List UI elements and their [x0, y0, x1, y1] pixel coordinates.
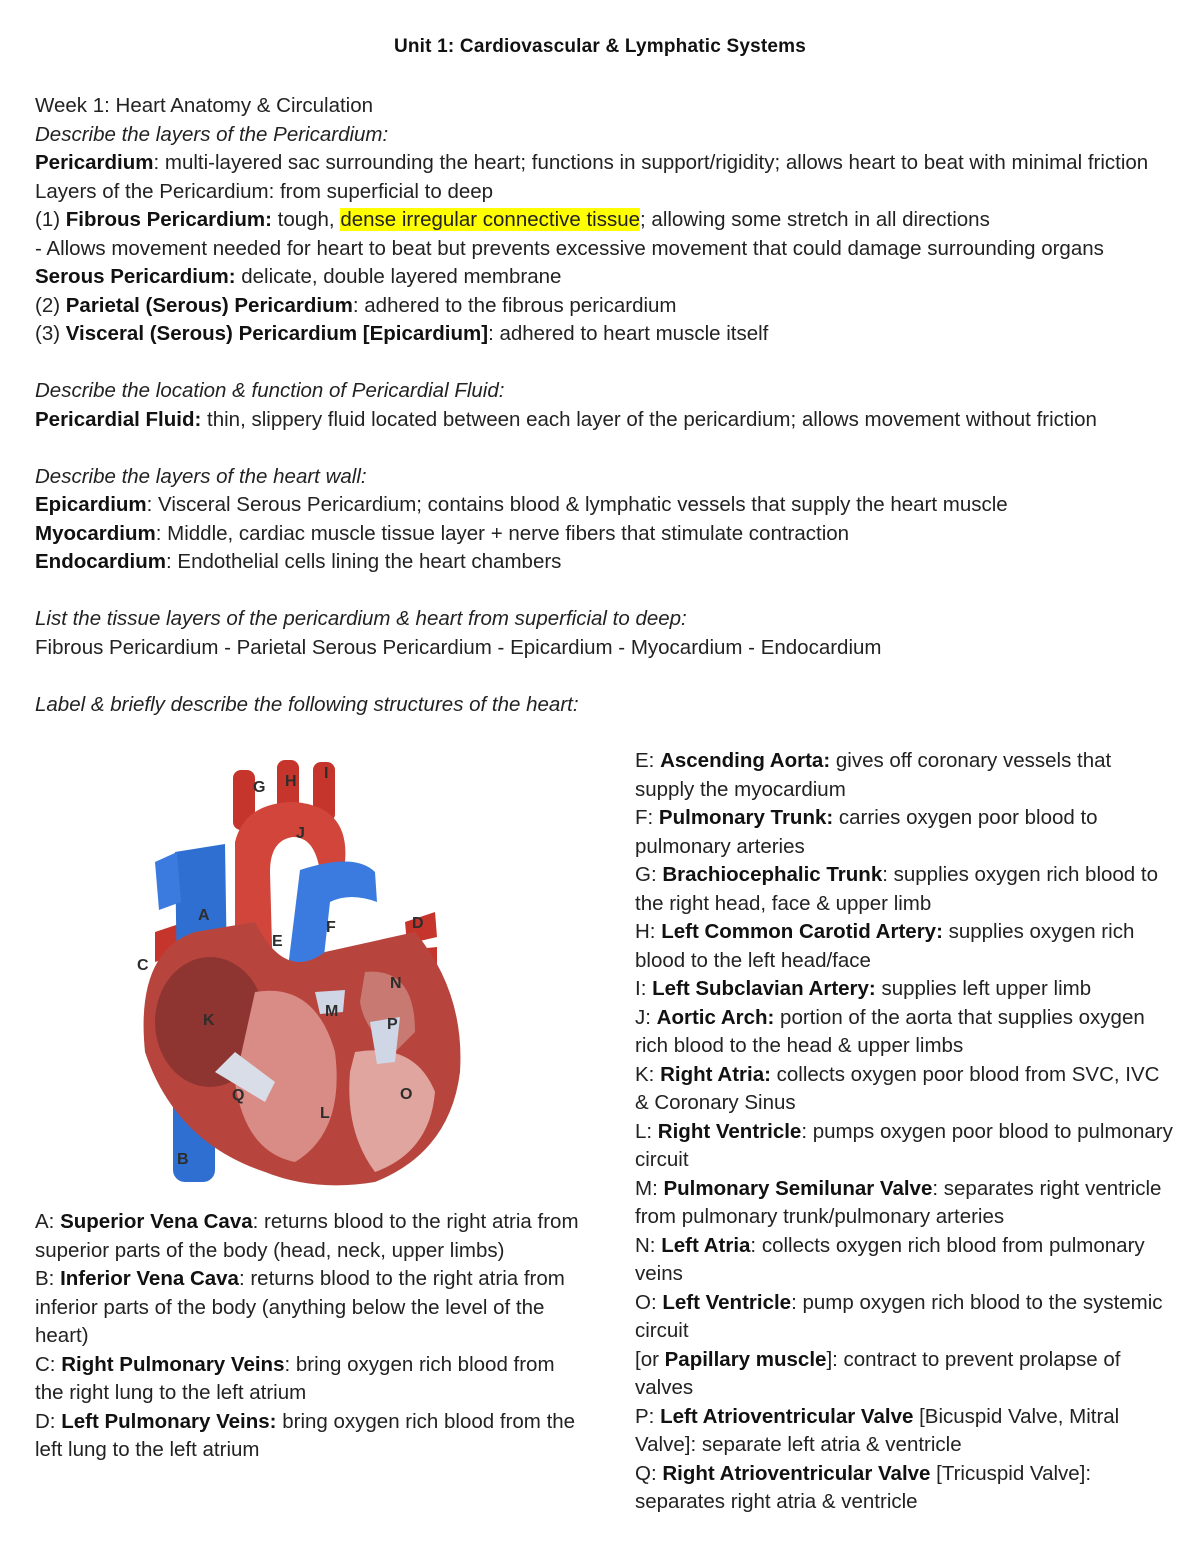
term: Superior Vena Cava — [60, 1210, 253, 1233]
structure-item — [635, 1118, 1175, 1175]
term: Left Atria — [661, 1233, 751, 1257]
term: Inferior Vena Cava — [60, 1267, 239, 1290]
description: portion of the aorta that supplies oxygen rich blood to the head & upper limbs — [635, 1005, 1145, 1057]
description: gives off coronary vessels that supply the myocardium — [635, 749, 1112, 801]
description: collects oxygen poor blood from SVC, IVC & Coronary Sinus — [635, 1062, 1160, 1114]
question-heart-structures: Label & briefly describe the following structures of the heart: — [35, 692, 579, 716]
letter: L: — [635, 1119, 658, 1143]
fibrous-pericardium — [35, 206, 1170, 235]
letter: A: — [35, 1210, 61, 1233]
definition: : adhered to the fibrous pericardium — [352, 293, 677, 317]
term: Right Pulmonary Veins — [61, 1352, 285, 1376]
letter: E: — [635, 749, 661, 772]
structure-item — [35, 1208, 580, 1265]
structures-left-column — [35, 1208, 580, 1465]
term: Papillary muscle — [664, 1347, 827, 1371]
text: ; allowing some stretch in all directions — [640, 208, 990, 231]
question-tissue-layers: List the tissue layers of the pericardium & heart from superficial to deep: — [35, 607, 687, 630]
label-g: G — [253, 779, 266, 796]
label-o: O — [400, 1086, 413, 1103]
term: Left Subclavian Artery: — [652, 977, 876, 1000]
label-p: P — [387, 1016, 398, 1033]
label-q: Q — [232, 1087, 245, 1104]
structure-item — [635, 1004, 1175, 1061]
label-i: I — [324, 765, 329, 782]
pericardial-fluid — [35, 406, 1170, 435]
term: Visceral (Serous) Pericardium [Epicardium] — [65, 322, 489, 345]
structure-item — [35, 1351, 580, 1408]
structure-item — [635, 1175, 1175, 1232]
definition: : Middle, cardiac muscle tissue layer + nerve fibers that stimulate contraction — [155, 521, 850, 545]
description: : separates right ventricle from pulmonary trunk/pulmonary arteries — [635, 1176, 1162, 1228]
number: (1) — [35, 208, 66, 231]
term: Left Common Carotid Artery: — [661, 920, 943, 943]
layers-intro: Layers of the Pericardium: from superficial to deep — [35, 179, 494, 203]
letter: D: — [35, 1409, 62, 1433]
definition: : adhered to heart muscle itself — [488, 322, 769, 345]
question-pericardial-fluid: Describe the location & function of Pericardial Fluid: — [35, 379, 505, 402]
structure-item — [635, 1403, 1175, 1460]
label-d: D — [412, 915, 424, 932]
description: : bring oxygen rich blood from the right lung to the left atrium — [35, 1352, 555, 1404]
definition: thin, slippery fluid located between each layer of the pericardium; allows movement without friction — [201, 407, 1097, 431]
label-n: N — [390, 975, 402, 992]
layer-sequence: Fibrous Pericardium - Parietal Serous Pericardium - Epicardium - Myocardium - Endocardium — [35, 635, 882, 659]
letter: M: — [635, 1176, 664, 1200]
structures-right-column — [635, 747, 1175, 1517]
allows-movement-note: - Allows movement needed for heart to beat but prevents excessive movement that could damage surrounding organs — [35, 236, 1104, 260]
term: Aortic Arch: — [656, 1005, 775, 1029]
term: Ascending Aorta: — [660, 749, 831, 772]
label-l: L — [320, 1105, 330, 1122]
letter: Q: — [635, 1461, 663, 1485]
letter: F: — [635, 806, 659, 829]
number: (2) — [35, 293, 66, 317]
label-c: C — [137, 957, 149, 974]
question-heart-wall: Describe the layers of the heart wall: — [35, 464, 367, 488]
description: [Tricuspid Valve]: separates right atria & ventricle — [635, 1461, 1092, 1513]
term: Fibrous Pericardium: — [65, 208, 272, 231]
serous-pericardium — [35, 263, 1170, 292]
structure-item — [635, 918, 1175, 975]
definition: : multi-layered sac surrounding the heart; functions in support/rigidity; allows heart to beat with minimal friction — [153, 151, 1149, 174]
term: Left Ventricle — [662, 1290, 792, 1314]
description: : collects oxygen rich blood from pulmonary veins — [635, 1233, 1145, 1285]
label-h: H — [285, 773, 297, 790]
description: ]: contract to prevent prolapse of valves — [635, 1347, 1121, 1399]
structure-item — [635, 861, 1175, 918]
label-a: A — [198, 907, 210, 924]
description: [Bicuspid Valve, Mitral Valve]: separate left atria & ventricle — [635, 1404, 1120, 1456]
letter: J: — [635, 1005, 657, 1029]
question-pericardium-layers: Describe the layers of the Pericardium: — [35, 122, 389, 146]
label-e: E — [272, 933, 283, 950]
structure-item — [635, 1289, 1175, 1346]
description: : returns blood to the right atria from inferior parts of the body (anything below the level of the heart) — [35, 1267, 565, 1347]
label-m: M — [325, 1003, 339, 1020]
letter: I: — [635, 977, 653, 1000]
description: : supplies oxygen rich blood to the right head, face & upper limb — [635, 863, 1158, 915]
description: : returns blood to the right atria from superior parts of the body (head, neck, upper limbs) — [35, 1210, 579, 1262]
highlighted-text: dense irregular connective tissue — [340, 208, 641, 231]
description: bring oxygen rich blood from the left lung to the left atrium — [35, 1409, 576, 1461]
pericardium-definition — [35, 149, 1170, 178]
term: Left Pulmonary Veins: — [61, 1409, 277, 1433]
structure-item — [635, 975, 1175, 1004]
structure-item — [35, 1408, 580, 1465]
myocardium — [35, 520, 1170, 549]
structure-item — [635, 1346, 1175, 1403]
visceral-pericardium — [35, 320, 1170, 349]
parietal-pericardium — [35, 292, 1170, 321]
heart-diagram — [115, 752, 495, 1192]
text: tough, — [271, 208, 341, 231]
term: Pericardium — [35, 151, 154, 174]
label-k: K — [203, 1012, 215, 1029]
description: supplies left upper limb — [875, 977, 1092, 1000]
term: Brachiocephalic Trunk — [662, 863, 883, 886]
term: Epicardium — [35, 493, 147, 516]
structure-item — [635, 1232, 1175, 1289]
term: Parietal (Serous) Pericardium — [65, 293, 353, 317]
description: supplies oxygen rich blood to the left head/face — [635, 920, 1135, 972]
description: : pump oxygen rich blood to the systemic circuit — [635, 1290, 1163, 1342]
label-b: B — [177, 1151, 189, 1168]
term: Left Atrioventricular Valve — [660, 1404, 914, 1428]
term: Pericardial Fluid: — [35, 407, 202, 431]
letter: B: — [35, 1267, 61, 1290]
term: Pulmonary Semilunar Valve — [663, 1176, 933, 1200]
term: Right Atrioventricular Valve — [662, 1461, 931, 1485]
letter: K: — [635, 1062, 661, 1086]
letter: [or — [635, 1347, 665, 1371]
term: Right Atria: — [660, 1062, 771, 1086]
term: Right Ventricle — [657, 1119, 802, 1143]
definition: delicate, double layered membrane — [235, 265, 562, 288]
structure-item — [635, 1460, 1175, 1517]
page-title: Unit 1: Cardiovascular & Lymphatic Systems — [393, 36, 807, 57]
letter: P: — [635, 1404, 661, 1428]
number: (3) — [35, 322, 66, 345]
structure-item — [635, 804, 1175, 861]
letter: C: — [35, 1352, 62, 1376]
letter: O: — [635, 1290, 663, 1314]
term: Endocardium — [35, 550, 166, 573]
definition: : Endothelial cells lining the heart chambers — [166, 550, 562, 573]
description: carries oxygen poor blood to pulmonary arteries — [635, 806, 1098, 858]
letter: N: — [635, 1233, 662, 1257]
structure-item — [35, 1265, 580, 1351]
epicardium — [35, 491, 1170, 520]
notes-body — [35, 92, 1170, 719]
letter: G: — [635, 863, 663, 886]
term: Myocardium — [35, 521, 156, 545]
endocardium — [35, 548, 1170, 577]
label-j: J — [296, 825, 305, 842]
structure-item — [635, 1061, 1175, 1118]
week-heading: Week 1: Heart Anatomy & Circulation — [35, 94, 374, 117]
letter: H: — [635, 920, 662, 943]
term: Serous Pericardium: — [35, 265, 236, 288]
label-f: F — [326, 919, 336, 936]
description: : pumps oxygen poor blood to pulmonary circuit — [635, 1119, 1173, 1171]
term: Pulmonary Trunk: — [658, 806, 834, 829]
structure-item — [635, 747, 1175, 804]
definition: : Visceral Serous Pericardium; contains blood & lymphatic vessels that supply the heart muscle — [146, 493, 1008, 516]
